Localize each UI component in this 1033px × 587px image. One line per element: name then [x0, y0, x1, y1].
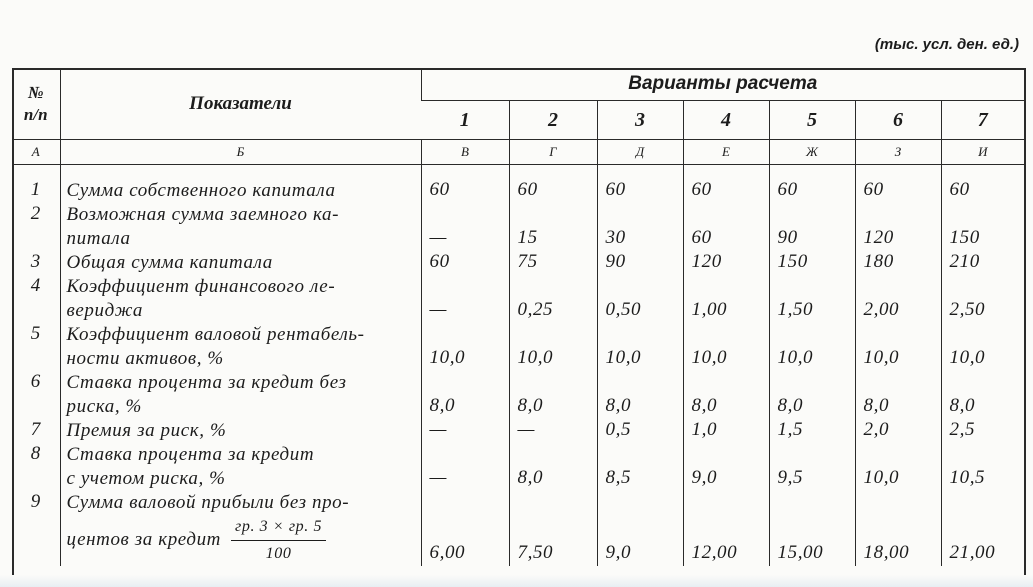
table-row [12, 419, 1024, 443]
table-row [12, 443, 1024, 491]
variant-value: 2,50 [941, 275, 1024, 323]
indicator-label-line: вериджа [66, 300, 143, 321]
variant-value: 75 [509, 251, 597, 275]
indicator-label-line: Сумма валовой прибыли без про- [66, 492, 350, 513]
variant-value: 2,0 [855, 419, 941, 443]
table-row [12, 165, 1024, 204]
variant-number-1: 1 [421, 101, 509, 140]
formula-numerator: гр. 3 × гр. 5 [231, 515, 326, 541]
variant-value: 60 [941, 165, 1024, 204]
table-row [12, 371, 1024, 419]
variant-value: 2,00 [855, 275, 941, 323]
variant-number-6: 6 [855, 101, 941, 140]
variant-number-2: 2 [509, 101, 597, 140]
variant-number-3: 3 [597, 101, 683, 140]
table-body [12, 165, 1024, 567]
variant-value: 8,0 [769, 371, 855, 419]
variant-value: 120 [683, 251, 769, 275]
variant-value: 10,0 [683, 323, 769, 371]
variant-value: — [421, 275, 509, 323]
variant-value: 60 [855, 165, 941, 204]
indicator-label [60, 165, 421, 204]
variant-value: 2,5 [941, 419, 1024, 443]
indicator-label-line: с учетом риска, % [66, 468, 226, 489]
column-letter: А [12, 140, 60, 165]
variant-number-7: 7 [941, 101, 1024, 140]
indicator-label-line: питала [66, 228, 131, 249]
variant-value: 10,0 [421, 323, 509, 371]
variant-value: 0,5 [597, 419, 683, 443]
indicator-label [60, 251, 421, 275]
variant-value: 9,5 [769, 443, 855, 491]
indicator-label [60, 323, 421, 371]
variant-value: 30 [597, 203, 683, 251]
variant-value: 15,00 [769, 491, 855, 566]
variant-number-4: 4 [683, 101, 769, 140]
row-number: 1 [30, 179, 41, 200]
formula-denominator: 100 [265, 545, 292, 562]
page-bottom-shade [0, 575, 1033, 587]
indicator-label [60, 491, 421, 566]
row-number: 6 [30, 371, 41, 392]
table-row [12, 203, 1024, 251]
variant-value: — [509, 419, 597, 443]
indicator-label-line: Сумма собственного капитала [66, 180, 336, 201]
calculation-table [12, 68, 1024, 566]
variant-value: 150 [941, 203, 1024, 251]
variant-value: 180 [855, 251, 941, 275]
variant-value: 90 [769, 203, 855, 251]
indicator-label [60, 371, 421, 419]
variant-value: 10,5 [941, 443, 1024, 491]
indicator-label [60, 443, 421, 491]
table-row [12, 251, 1024, 275]
variant-value: 60 [597, 165, 683, 204]
variant-value: 8,0 [509, 371, 597, 419]
column-letter: З [855, 140, 941, 165]
variant-value: 8,0 [597, 371, 683, 419]
variant-value: 60 [421, 165, 509, 204]
variant-value: 0,25 [509, 275, 597, 323]
variant-value: 10,0 [597, 323, 683, 371]
row-number: 5 [30, 323, 41, 344]
column-letter: Г [509, 140, 597, 165]
indicator-label-line: Коэффициент валовой рентабель- [66, 324, 365, 345]
variant-value: 10,0 [855, 323, 941, 371]
column-letter: В [421, 140, 509, 165]
variant-value: — [421, 443, 509, 491]
column-letter: Д [597, 140, 683, 165]
indicator-label-line: ности активов, % [66, 348, 224, 369]
indicator-label-line: Ставка процента за кредит [66, 444, 315, 465]
variant-value: 10,0 [509, 323, 597, 371]
variant-value: — [421, 203, 509, 251]
variant-value: 60 [509, 165, 597, 204]
indicator-label-line: Общая сумма капитала [66, 252, 273, 273]
variant-value: 1,50 [769, 275, 855, 323]
column-letter: Б [60, 140, 421, 165]
variant-value: 10,0 [769, 323, 855, 371]
indicator-label-line: Возможная сумма заемного ка- [66, 204, 340, 225]
indicator-label [60, 203, 421, 251]
variant-value: 90 [597, 251, 683, 275]
indicator-label [60, 419, 421, 443]
variant-value: 9,0 [597, 491, 683, 566]
table-row [12, 323, 1024, 371]
variant-value: 60 [421, 251, 509, 275]
column-letter: Е [683, 140, 769, 165]
variant-value: 7,50 [509, 491, 597, 566]
variant-value: 60 [683, 165, 769, 204]
variant-value: 21,00 [941, 491, 1024, 566]
indicators-column-header: Показатели [60, 68, 421, 140]
row-number: 2 [30, 203, 41, 224]
indicator-label-line: Премия за риск, % [66, 420, 227, 441]
row-number: 7 [30, 419, 41, 440]
row-number: 3 [30, 251, 41, 272]
indicator-label-line: центов за кредит [66, 528, 221, 550]
indicator-label [60, 275, 421, 323]
variant-value: 9,0 [683, 443, 769, 491]
variant-value: 150 [769, 251, 855, 275]
table-row [12, 275, 1024, 323]
variant-value: 8,0 [683, 371, 769, 419]
indicator-label-line: Коэффициент финансового ле- [66, 276, 336, 297]
indicator-label-line: Ставка процента за кредит без [66, 372, 347, 393]
row-number: 4 [30, 275, 41, 296]
number-sign: № [27, 82, 44, 102]
variant-value: 8,0 [855, 371, 941, 419]
label-with-formula [67, 515, 421, 566]
variant-value: 60 [683, 203, 769, 251]
variant-value: 10,0 [855, 443, 941, 491]
variant-value: 1,0 [683, 419, 769, 443]
variant-value: 8,0 [941, 371, 1024, 419]
variant-value: 6,00 [421, 491, 509, 566]
variant-value: 15 [509, 203, 597, 251]
variant-value: 60 [769, 165, 855, 204]
row-number: 8 [30, 443, 41, 464]
number-abbrev: п/п [23, 104, 48, 124]
variant-value: 18,00 [855, 491, 941, 566]
variants-header: Варианты расчета [421, 68, 1024, 101]
variant-value: 120 [855, 203, 941, 251]
variant-value: 210 [941, 251, 1024, 275]
variant-value: 1,5 [769, 419, 855, 443]
variant-value: 8,5 [597, 443, 683, 491]
table-row [12, 491, 1024, 566]
formula-fraction [231, 515, 326, 566]
variant-value: 10,0 [941, 323, 1024, 371]
column-letters-row [12, 140, 1024, 165]
variant-value: — [421, 419, 509, 443]
column-letter: Ж [769, 140, 855, 165]
variant-value: 1,00 [683, 275, 769, 323]
variant-value: 8,0 [421, 371, 509, 419]
variant-value: 12,00 [683, 491, 769, 566]
variant-value: 8,0 [509, 443, 597, 491]
variant-value: 0,50 [597, 275, 683, 323]
column-letter: И [941, 140, 1024, 165]
row-number: 9 [30, 491, 41, 512]
number-column-header [12, 68, 60, 140]
variant-number-5: 5 [769, 101, 855, 140]
unit-note: (тыс. усл. ден. ед.) [874, 36, 1019, 53]
indicator-label-line: риска, % [66, 396, 142, 417]
